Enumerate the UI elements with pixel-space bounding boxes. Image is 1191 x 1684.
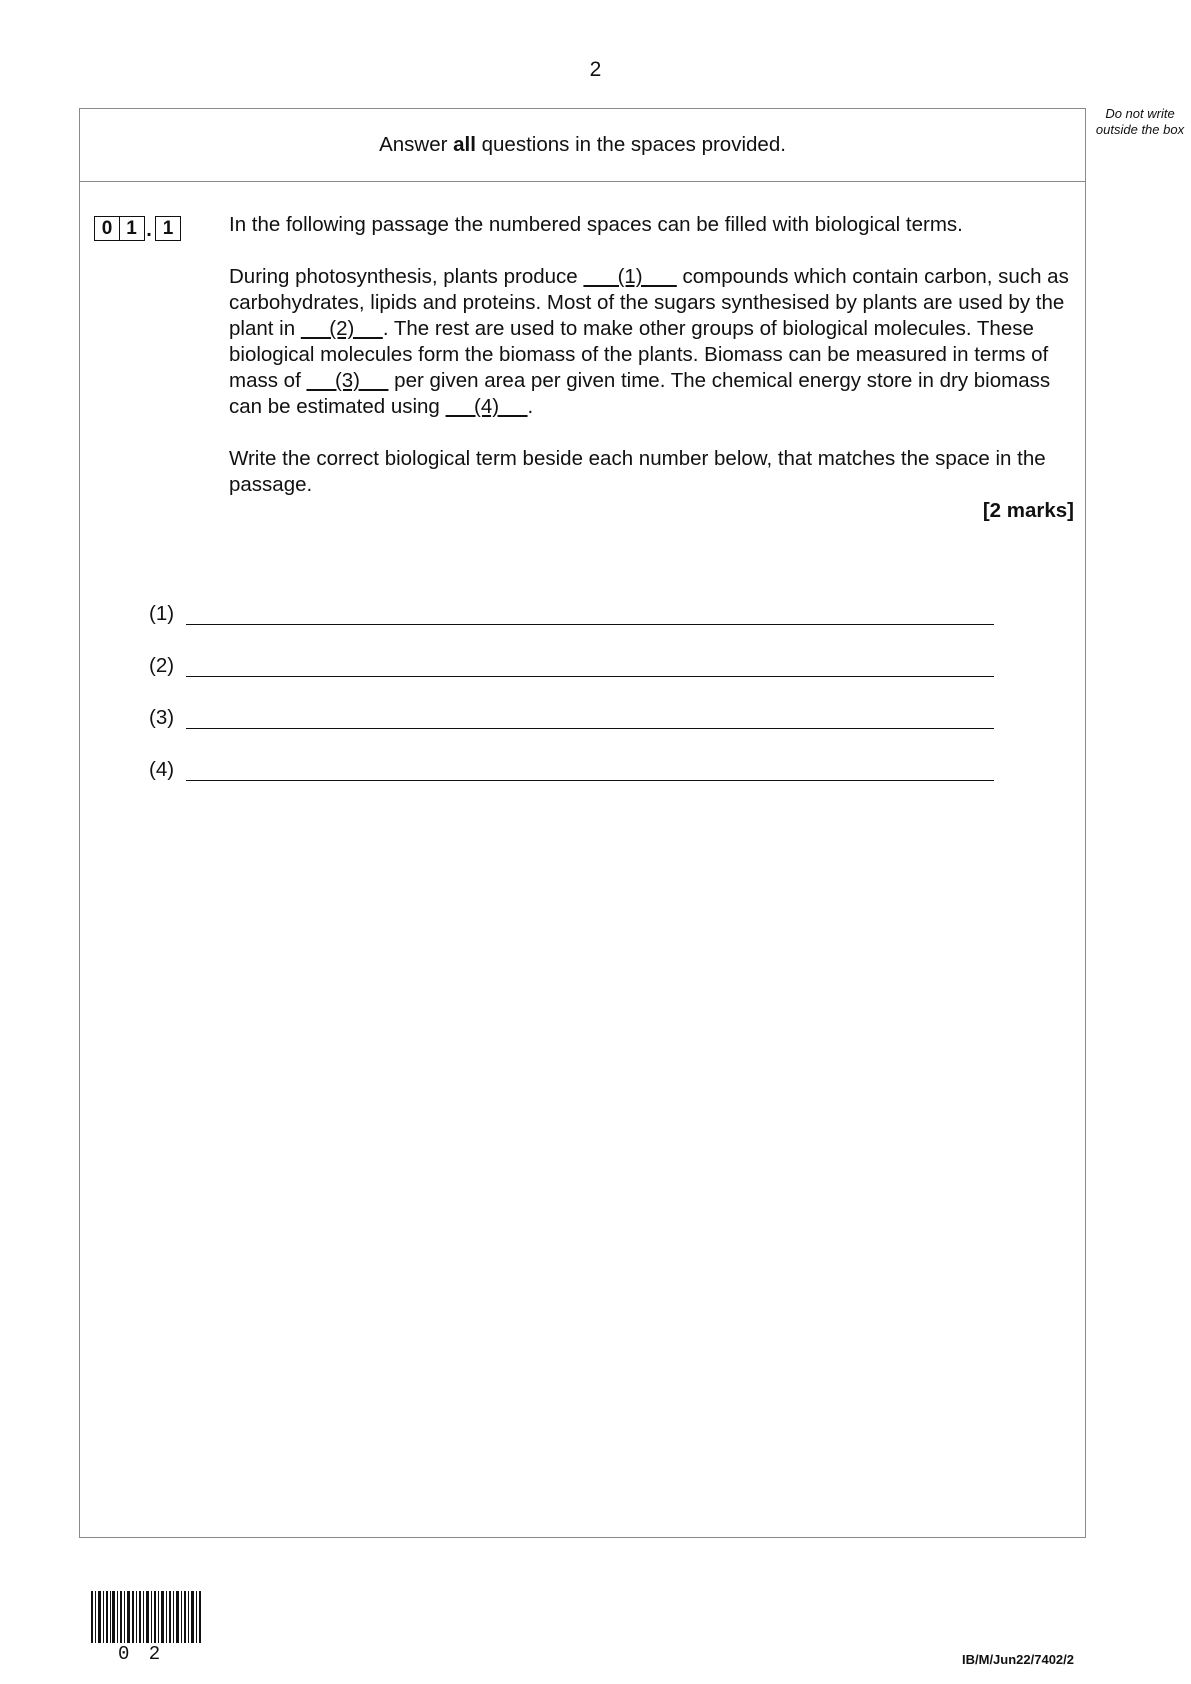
question-number-dot: . [146,219,152,241]
answer-frame [79,108,1086,1538]
passage-blank-3: (3) [306,369,389,392]
answer-row-3[interactable] [149,679,994,731]
answer-line[interactable] [186,702,994,729]
instruction-text: Answer all questions in the spaces provided. [379,133,786,156]
question-digit-box: 1 [119,216,145,241]
answer-row-4[interactable] [149,731,994,783]
answer-lines [149,575,994,783]
question-digit-box: 0 [94,216,120,241]
question-intro: In the following passage the numbered spaces can be filled with biological terms. [229,213,963,236]
footer-code: IB/M/Jun22/7402/2 [962,1652,1074,1667]
answer-line[interactable] [186,754,994,781]
answer-label: (2) [149,654,175,677]
barcode-icon [91,1591,201,1643]
page-number: 2 [589,58,602,81]
question-task: Write the correct biological term beside each number below, that matches the space in the passage. [229,447,1046,496]
passage-blank-2: (2) [300,317,383,340]
question-part-box: 1 [155,216,181,241]
answer-line[interactable] [186,650,994,677]
margin-note: Do not write outside the box [1095,106,1185,137]
passage-blank-4: (4) [445,395,528,418]
answer-row-1[interactable] [149,575,994,627]
answer-label: (4) [149,758,175,781]
passage-blank-1: (1) [583,265,677,288]
question-content [229,212,1079,524]
answer-line[interactable] [186,598,994,625]
barcode-digits: 0 2 [118,1643,165,1665]
instruction-bar [80,109,1085,182]
marks-label: [2 marks] [982,499,1074,522]
answer-label: (1) [149,602,175,625]
question-number [94,213,180,241]
question-passage: During photosynthesis, plants produce (1) compounds which contain carbon, such as carbohydrates, lipids and proteins. Most of the sugars synthesised by plants are used by the plant in (2) . The rest are used to make other groups of biological molecules. These biological molecules form the biomass of the plants. Biomass can be measured in terms of mass of (3) per given area per given time. The chemical energy store in dry biomass can be estimated using (4) . [229,265,1069,418]
answer-label: (3) [149,706,175,729]
answer-row-2[interactable] [149,627,994,679]
